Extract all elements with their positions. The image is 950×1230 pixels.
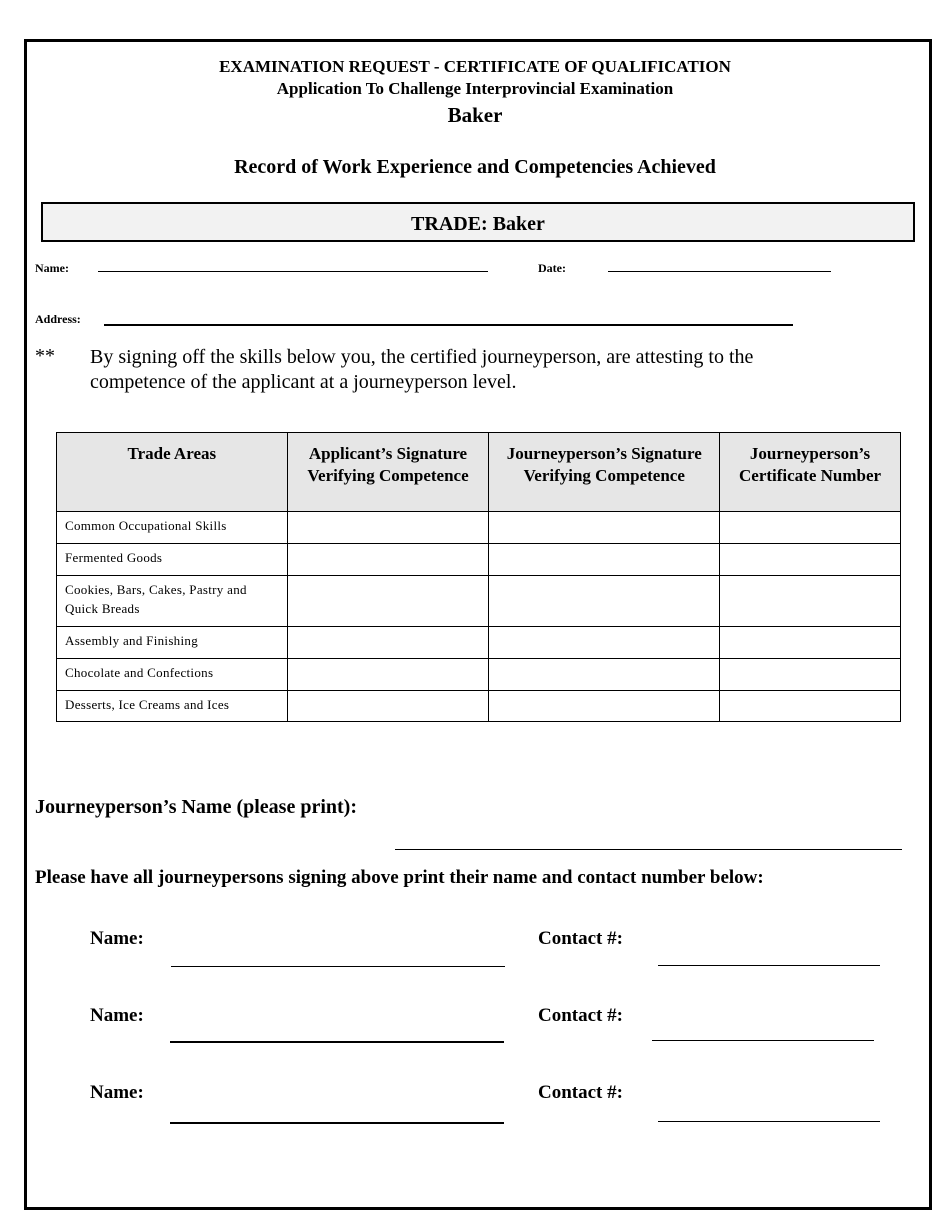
skills-table [56, 432, 901, 722]
contact-name-label: Name: [90, 1005, 144, 1026]
applicant-signature-cell[interactable] [287, 659, 489, 691]
certificate-number-cell[interactable] [720, 512, 901, 544]
table-header-row [57, 433, 901, 512]
applicant-signature-cell[interactable] [287, 576, 489, 627]
contact-number-field[interactable] [652, 1040, 874, 1041]
certificate-number-cell[interactable] [720, 544, 901, 576]
certificate-number-cell[interactable] [720, 576, 901, 627]
trade-area-cell: Assembly and Finishing [57, 627, 288, 659]
header-applicant-signature: Applicant’s Signature Verifying Competence [287, 433, 489, 512]
journeyperson-signature-cell[interactable] [489, 691, 720, 722]
contact-name-label: Name: [90, 1082, 144, 1103]
contact-name-field[interactable] [170, 1122, 504, 1124]
instruction-text: Please have all journeypersons signing above print their name and contact number below: [35, 867, 764, 888]
header-trade-areas: Trade Areas [57, 433, 288, 512]
contact-number-label: Contact #: [538, 1082, 623, 1103]
trade-area-cell: Cookies, Bars, Cakes, Pastry and Quick Breads [57, 576, 288, 627]
address-field[interactable] [104, 324, 793, 326]
header-subtitle: Application To Challenge Interprovincial Examination [276, 79, 674, 98]
journeyperson-signature-cell[interactable] [489, 544, 720, 576]
contact-name-label: Name: [90, 928, 144, 949]
applicant-signature-cell[interactable] [287, 691, 489, 722]
journeyperson-name-field[interactable] [395, 849, 902, 850]
certificate-number-cell[interactable] [720, 691, 901, 722]
name-label: Name: [35, 261, 69, 275]
journeyperson-signature-cell[interactable] [489, 512, 720, 544]
trade-area-cell: Fermented Goods [57, 544, 288, 576]
contact-number-label: Contact #: [538, 1005, 623, 1026]
contact-name-field[interactable] [171, 966, 505, 967]
trade-title: Baker [447, 103, 503, 127]
journeyperson-signature-cell[interactable] [489, 576, 720, 627]
name-field[interactable] [98, 271, 488, 272]
attestation-text: By signing off the skills below you, the certified journeyperson, are attesting to the competence of the applicant at a journeyperson level. [90, 346, 754, 393]
table-row [57, 512, 901, 544]
attestation-marker: ** [35, 345, 55, 367]
table-row [57, 576, 901, 627]
applicant-signature-cell[interactable] [287, 544, 489, 576]
table-row [57, 659, 901, 691]
record-subtitle: Record of Work Experience and Competencies Achieved [234, 156, 716, 178]
journeyperson-signature-cell[interactable] [489, 659, 720, 691]
trade-box: TRADE: Baker [41, 202, 915, 242]
applicant-signature-cell[interactable] [287, 512, 489, 544]
contact-number-field[interactable] [658, 1121, 880, 1122]
contact-number-label: Contact #: [538, 928, 623, 949]
contact-name-field[interactable] [170, 1041, 504, 1043]
contact-number-field[interactable] [658, 965, 880, 966]
address-label: Address: [35, 312, 81, 326]
table-row [57, 691, 901, 722]
applicant-signature-cell[interactable] [287, 627, 489, 659]
header-journeyperson-signature: Journeyperson’s Signature Verifying Competence [489, 433, 720, 512]
date-field[interactable] [608, 271, 831, 272]
certificate-number-cell[interactable] [720, 627, 901, 659]
journeyperson-signature-cell[interactable] [489, 627, 720, 659]
journeyperson-name-label: Journeyperson’s Name (please print): [35, 796, 358, 818]
trade-area-cell: Common Occupational Skills [57, 512, 288, 544]
trade-area-cell: Chocolate and Confections [57, 659, 288, 691]
date-label: Date: [538, 261, 566, 275]
table-row [57, 544, 901, 576]
trade-area-cell: Desserts, Ice Creams and Ices [57, 691, 288, 722]
header-title: EXAMINATION REQUEST - CERTIFICATE OF QUALIFICATION [219, 57, 731, 76]
header-certificate-number: Journeyperson’s Certificate Number [720, 433, 901, 512]
table-row [57, 627, 901, 659]
certificate-number-cell[interactable] [720, 659, 901, 691]
